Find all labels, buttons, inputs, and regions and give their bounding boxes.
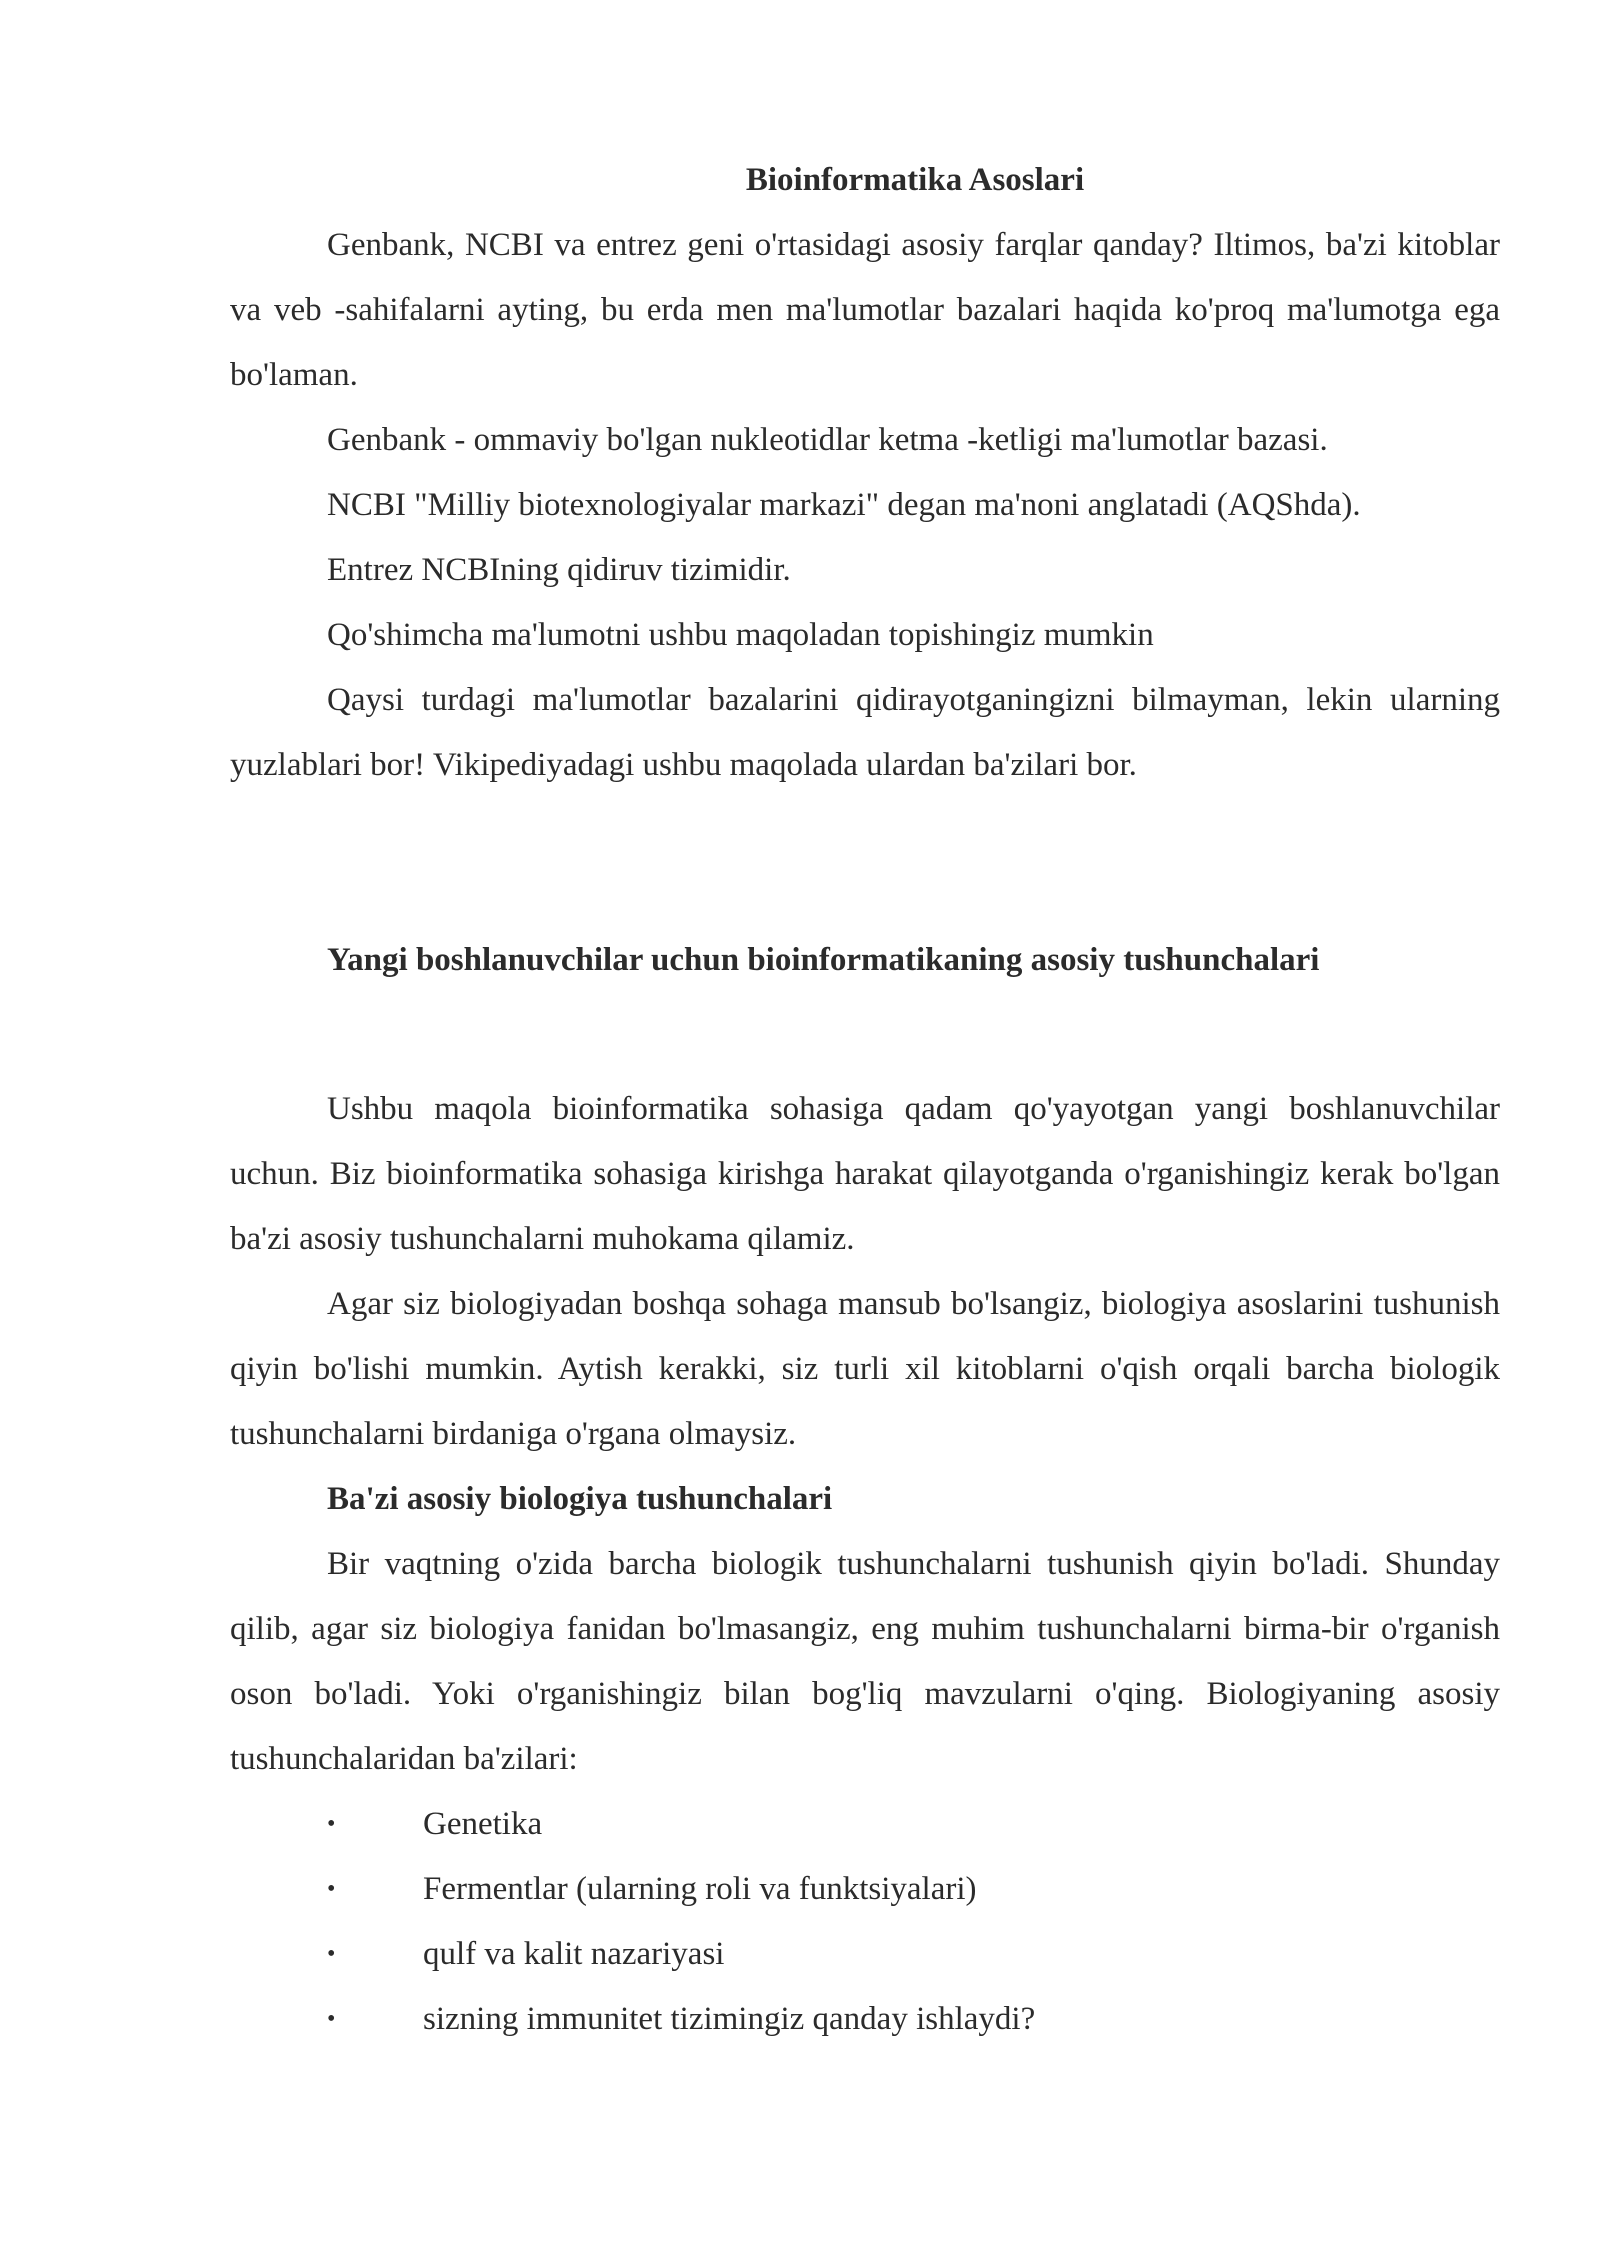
paragraph-entrez-definition: Entrez NCBIning qidiruv tizimidir. — [327, 552, 791, 588]
paragraph-more-info: Qo'shimcha ma'lumotni ushbu maqoladan topishingiz mumkin — [327, 617, 1154, 653]
list-item — [230, 1922, 1500, 1987]
document-title: Bioinformatika Asoslari — [745, 162, 1085, 198]
paragraph-core-concepts: Bir vaqtning o'zida barcha biologik tushunchalarni tushunish qiyin bo'ladi. Shunday qilib, agar siz biologiya fanidan bo'lmasangiz, eng muhim tushunchalarni birma-bir o'rganish oson bo'ladi. Yoki o'rganishingiz bilan bog'liq mavzularni o'qing. Biologiyaning asosiy tushunchalaridan ba'zilari: — [230, 1546, 1500, 1777]
section-heading: Yangi boshlanuvchilar uchun bioinformatikaning asosiy tushunchalari — [327, 942, 1320, 978]
list-item-text: sizning immunitet tizimingiz qanday ishlaydi? — [423, 2001, 1036, 2037]
list-item-text: Fermentlar (ularning roli va funktsiyalari) — [423, 1871, 977, 1907]
list-item-text: qulf va kalit nazariyasi — [423, 1936, 725, 1972]
concepts-list — [230, 1792, 1500, 2052]
bullet-icon: • — [327, 1941, 336, 1967]
bullet-icon: • — [327, 1876, 336, 1902]
spacer — [230, 798, 1500, 928]
list-item — [230, 1792, 1500, 1857]
spacer — [230, 993, 1500, 1077]
list-item — [230, 1987, 1500, 2052]
paragraph-genbank-question: Genbank, NCBI va entrez geni o'rtasidagi asosiy farqlar qanday? Iltimos, ba'zi kitoblar va veb -sahifalarni ayting, bu erda men ma'lumotlar bazalari haqida ko'proq ma'lumotga ega bo'laman. — [230, 227, 1500, 393]
paragraph-biology-background: Agar siz biologiyadan boshqa sohaga mansub bo'lsangiz, biologiya asoslarini tushunish qiyin bo'lishi mumkin. Aytish kerakki, siz turli xil kitoblarni o'qish orqali barcha biologik tushunchalarni birdaniga o'rgana olmaysiz. — [230, 1286, 1500, 1452]
bullet-icon: • — [327, 1811, 336, 1837]
list-item — [230, 1857, 1500, 1922]
list-item-text: Genetika — [423, 1806, 543, 1842]
subsection-heading: Ba'zi asosiy biologiya tushunchalari — [327, 1481, 833, 1517]
document-page — [230, 148, 1500, 2052]
paragraph-genbank-definition: Genbank - ommaviy bo'lgan nukleotidlar ketma -ketligi ma'lumotlar bazasi. — [327, 422, 1328, 458]
paragraph-intro-article: Ushbu maqola bioinformatika sohasiga qadam qo'yayotgan yangi boshlanuvchilar uchun. Biz bioinformatika sohasiga kirishga harakat qilayotganda o'rganishingiz kerak bo'lgan ba'zi asosiy tushunchalarni muhokama qilamiz. — [230, 1091, 1500, 1257]
bullet-icon: • — [327, 2006, 336, 2032]
paragraph-ncbi-definition: NCBI "Milliy biotexnologiyalar markazi" degan ma'noni anglatadi (AQShda). — [327, 487, 1361, 523]
paragraph-databases: Qaysi turdagi ma'lumotlar bazalarini qidirayotganingizni bilmayman, lekin ularning yuzlablari bor! Vikipediyadagi ushbu maqolada ulardan ba'zilari bor. — [230, 682, 1500, 783]
